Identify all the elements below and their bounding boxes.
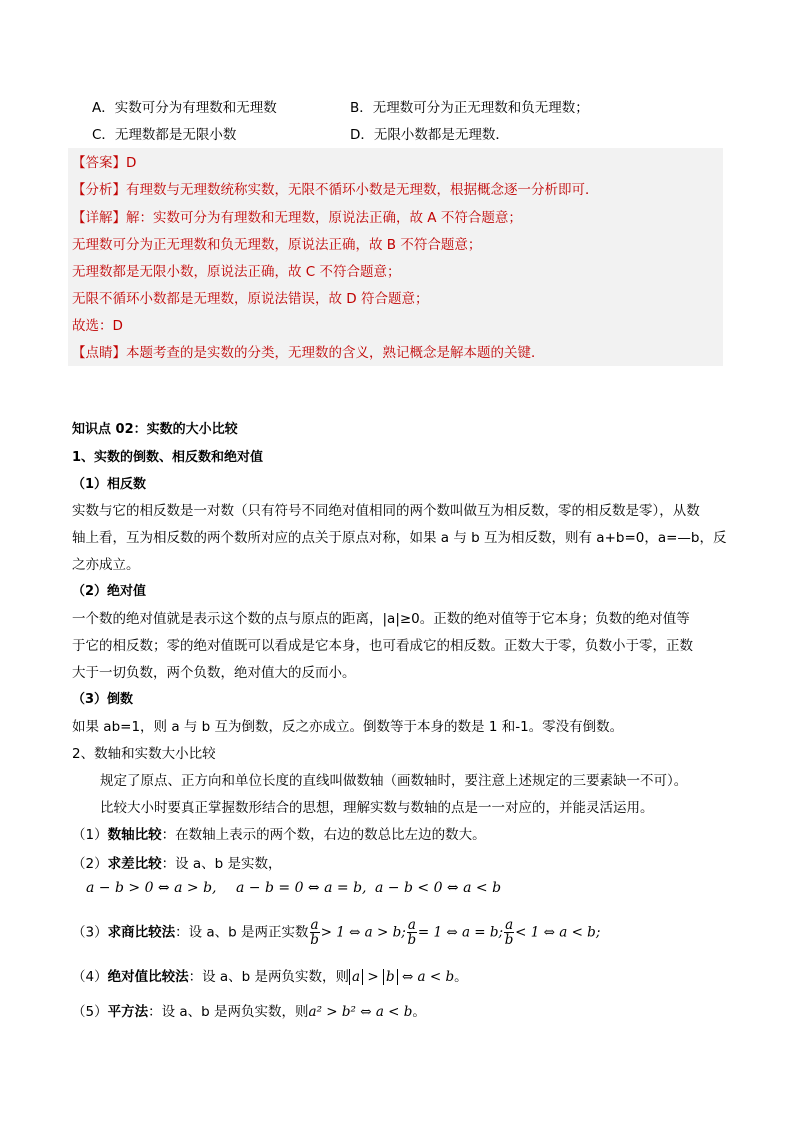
reciprocal-para: 如果 ab=1，则 a 与 b 互为倒数，反之亦成立。倒数等于本身的数是 1 和-1。零没有倒数。: [72, 719, 624, 735]
choose-line: 故选：D: [72, 318, 123, 334]
method-3: [72, 918, 600, 947]
method-5-label: （5）: [72, 1004, 108, 1020]
method-3-title: 求商比较法: [107, 924, 176, 941]
answer-value: D: [126, 155, 137, 171]
method-3-formula-2: = 1 ⇔ a = b;: [417, 924, 504, 941]
method-1: [72, 823, 486, 843]
detail-line-3: 无理数都是无限小数，原说法正确，故 C 不符合题意；: [72, 264, 401, 280]
abs-value-b: b: [383, 969, 398, 985]
answer-line: [72, 151, 136, 171]
knowledge-title: 知识点 02：实数的大小比较: [72, 422, 238, 437]
detail-line-4: 无限不循环小数都是无理数，原说法错误，故 D 符合题意；: [72, 291, 429, 307]
detail-tag: 【详解】: [72, 210, 126, 226]
opposite-para-line-2: 轴上看，互为相反数的两个数所对应的点关于原点对称，如果 a 与 b 互为相反数，则有 a+b=0，a=—b，反: [72, 530, 727, 546]
method-2-formula-3: a − b < 0 ⇔ a < b: [375, 880, 502, 896]
section-1-title: 1、实数的倒数、相反数和绝对值: [72, 450, 264, 465]
detail-line-2: 无理数可分为正无理数和负无理数，原说法正确，故 B 不符合题意；: [72, 237, 482, 253]
method-4-label: （4）: [72, 969, 108, 985]
absolute-para-line-2: 于它的相反数；零的绝对值既可以看成是它本身，也可看成它的相反数。正数大于零，负数小于零，正数: [72, 638, 693, 654]
option-c: C．无理数都是无限小数: [92, 127, 237, 143]
method-2-formula-2: a − b = 0 ⇔ a = b,: [236, 880, 367, 896]
method-5: [72, 1000, 426, 1020]
fraction-a-over-b-3: $\frac{a}{b}$: [504, 917, 514, 948]
method-4-title: 绝对值比较法: [107, 969, 189, 985]
method-2-text: ：设 a、b 是实数，: [161, 856, 282, 872]
method-2-formula-1: a − b > 0 ⇔ a > b,: [86, 880, 217, 896]
analysis-text: 有理数与无理数统称实数，无限不循环小数是无理数，根据概念逐一分析即可．: [126, 182, 599, 198]
detail-text-1: 解：实数可分为有理数和无理数，原说法正确，故 A 不符合题意；: [126, 210, 522, 226]
method-3-formula-3: < 1 ⇔ a < b;: [515, 924, 601, 941]
subsection-reciprocal-title: （3）倒数: [72, 692, 134, 707]
method-4-text: ：设 a、b 是两负实数，则: [188, 969, 350, 985]
method-1-text: ：在数轴上表示的两个数，右边的数总比左边的数大。: [161, 827, 486, 843]
answer-tag: 【答案】: [72, 155, 126, 171]
method-2: [72, 852, 282, 872]
method-3-label: （3）: [72, 924, 108, 941]
method-4-formula: ⇔ a < b: [397, 969, 455, 985]
section-2-para-1: 规定了原点、正方向和单位长度的直线叫做数轴（画数轴时，要注意上述规定的三要素缺一不可）。: [100, 773, 688, 789]
fraction-a-over-b-2: $\frac{a}{b}$: [407, 917, 417, 948]
comment-text: 本题考查的是实数的分类，无理数的含义，熟记概念是解本题的关键．: [126, 345, 545, 361]
comment-tag: 【点睛】: [72, 345, 126, 361]
method-4-end: 。: [454, 969, 468, 985]
option-a: A．实数可分为有理数和无理数: [92, 100, 277, 116]
absolute-para-line-1: 一个数的绝对值就是表示这个数的点与原点的距离，|a|≥0。正数的绝对值等于它本身；负数的绝对值等: [72, 611, 690, 627]
method-3-formula-1: > 1 ⇔ a > b;: [320, 924, 406, 941]
option-d: D．无限小数都是无理数．: [350, 127, 509, 143]
method-1-label: （1）: [72, 827, 108, 843]
method-2-title: 求差比较: [107, 856, 162, 872]
analysis-tag: 【分析】: [72, 182, 126, 198]
method-5-end: 。: [412, 1004, 426, 1020]
method-4-gt: >: [363, 969, 383, 985]
method-5-text: ：设 a、b 是两负实数，则: [148, 1004, 309, 1020]
section-2-title: 2、数轴和实数大小比较: [72, 746, 216, 762]
subsection-opposite-title: （1）相反数: [72, 477, 147, 492]
method-5-title: 平方法: [107, 1004, 149, 1020]
detail-line-1: [72, 206, 522, 226]
section-2-para-2: 比较大小时要真正掌握数形结合的思想，理解实数与数轴的点是一一对应的，并能灵活运用。: [100, 800, 654, 816]
abs-value-a: a: [349, 969, 363, 985]
method-5-formula: a² > b² ⇔ a < b: [308, 1004, 413, 1020]
option-b: B．无理数可分为正无理数和负无理数；: [350, 100, 589, 116]
opposite-para-line-1: 实数与它的相反数是一对数（只有符号不同绝对值相同的两个数叫做互为相反数，零的相反数是零），从数: [72, 503, 700, 519]
opposite-para-line-3: 之亦成立。: [72, 557, 140, 573]
comment-line: [72, 341, 545, 361]
fraction-a-over-b-1: $\frac{a}{b}$: [310, 917, 319, 948]
method-3-text: ：设 a、b 是两正实数: [175, 924, 309, 941]
analysis-line: [72, 178, 599, 198]
method-4: [72, 965, 468, 985]
method-1-title: 数轴比较: [107, 827, 162, 843]
method-2-label: （2）: [72, 856, 108, 872]
absolute-para-line-3: 大于一切负数，两个负数，绝对值大的反而小。: [72, 665, 356, 681]
subsection-absolute-title: （2）绝对值: [72, 584, 147, 599]
